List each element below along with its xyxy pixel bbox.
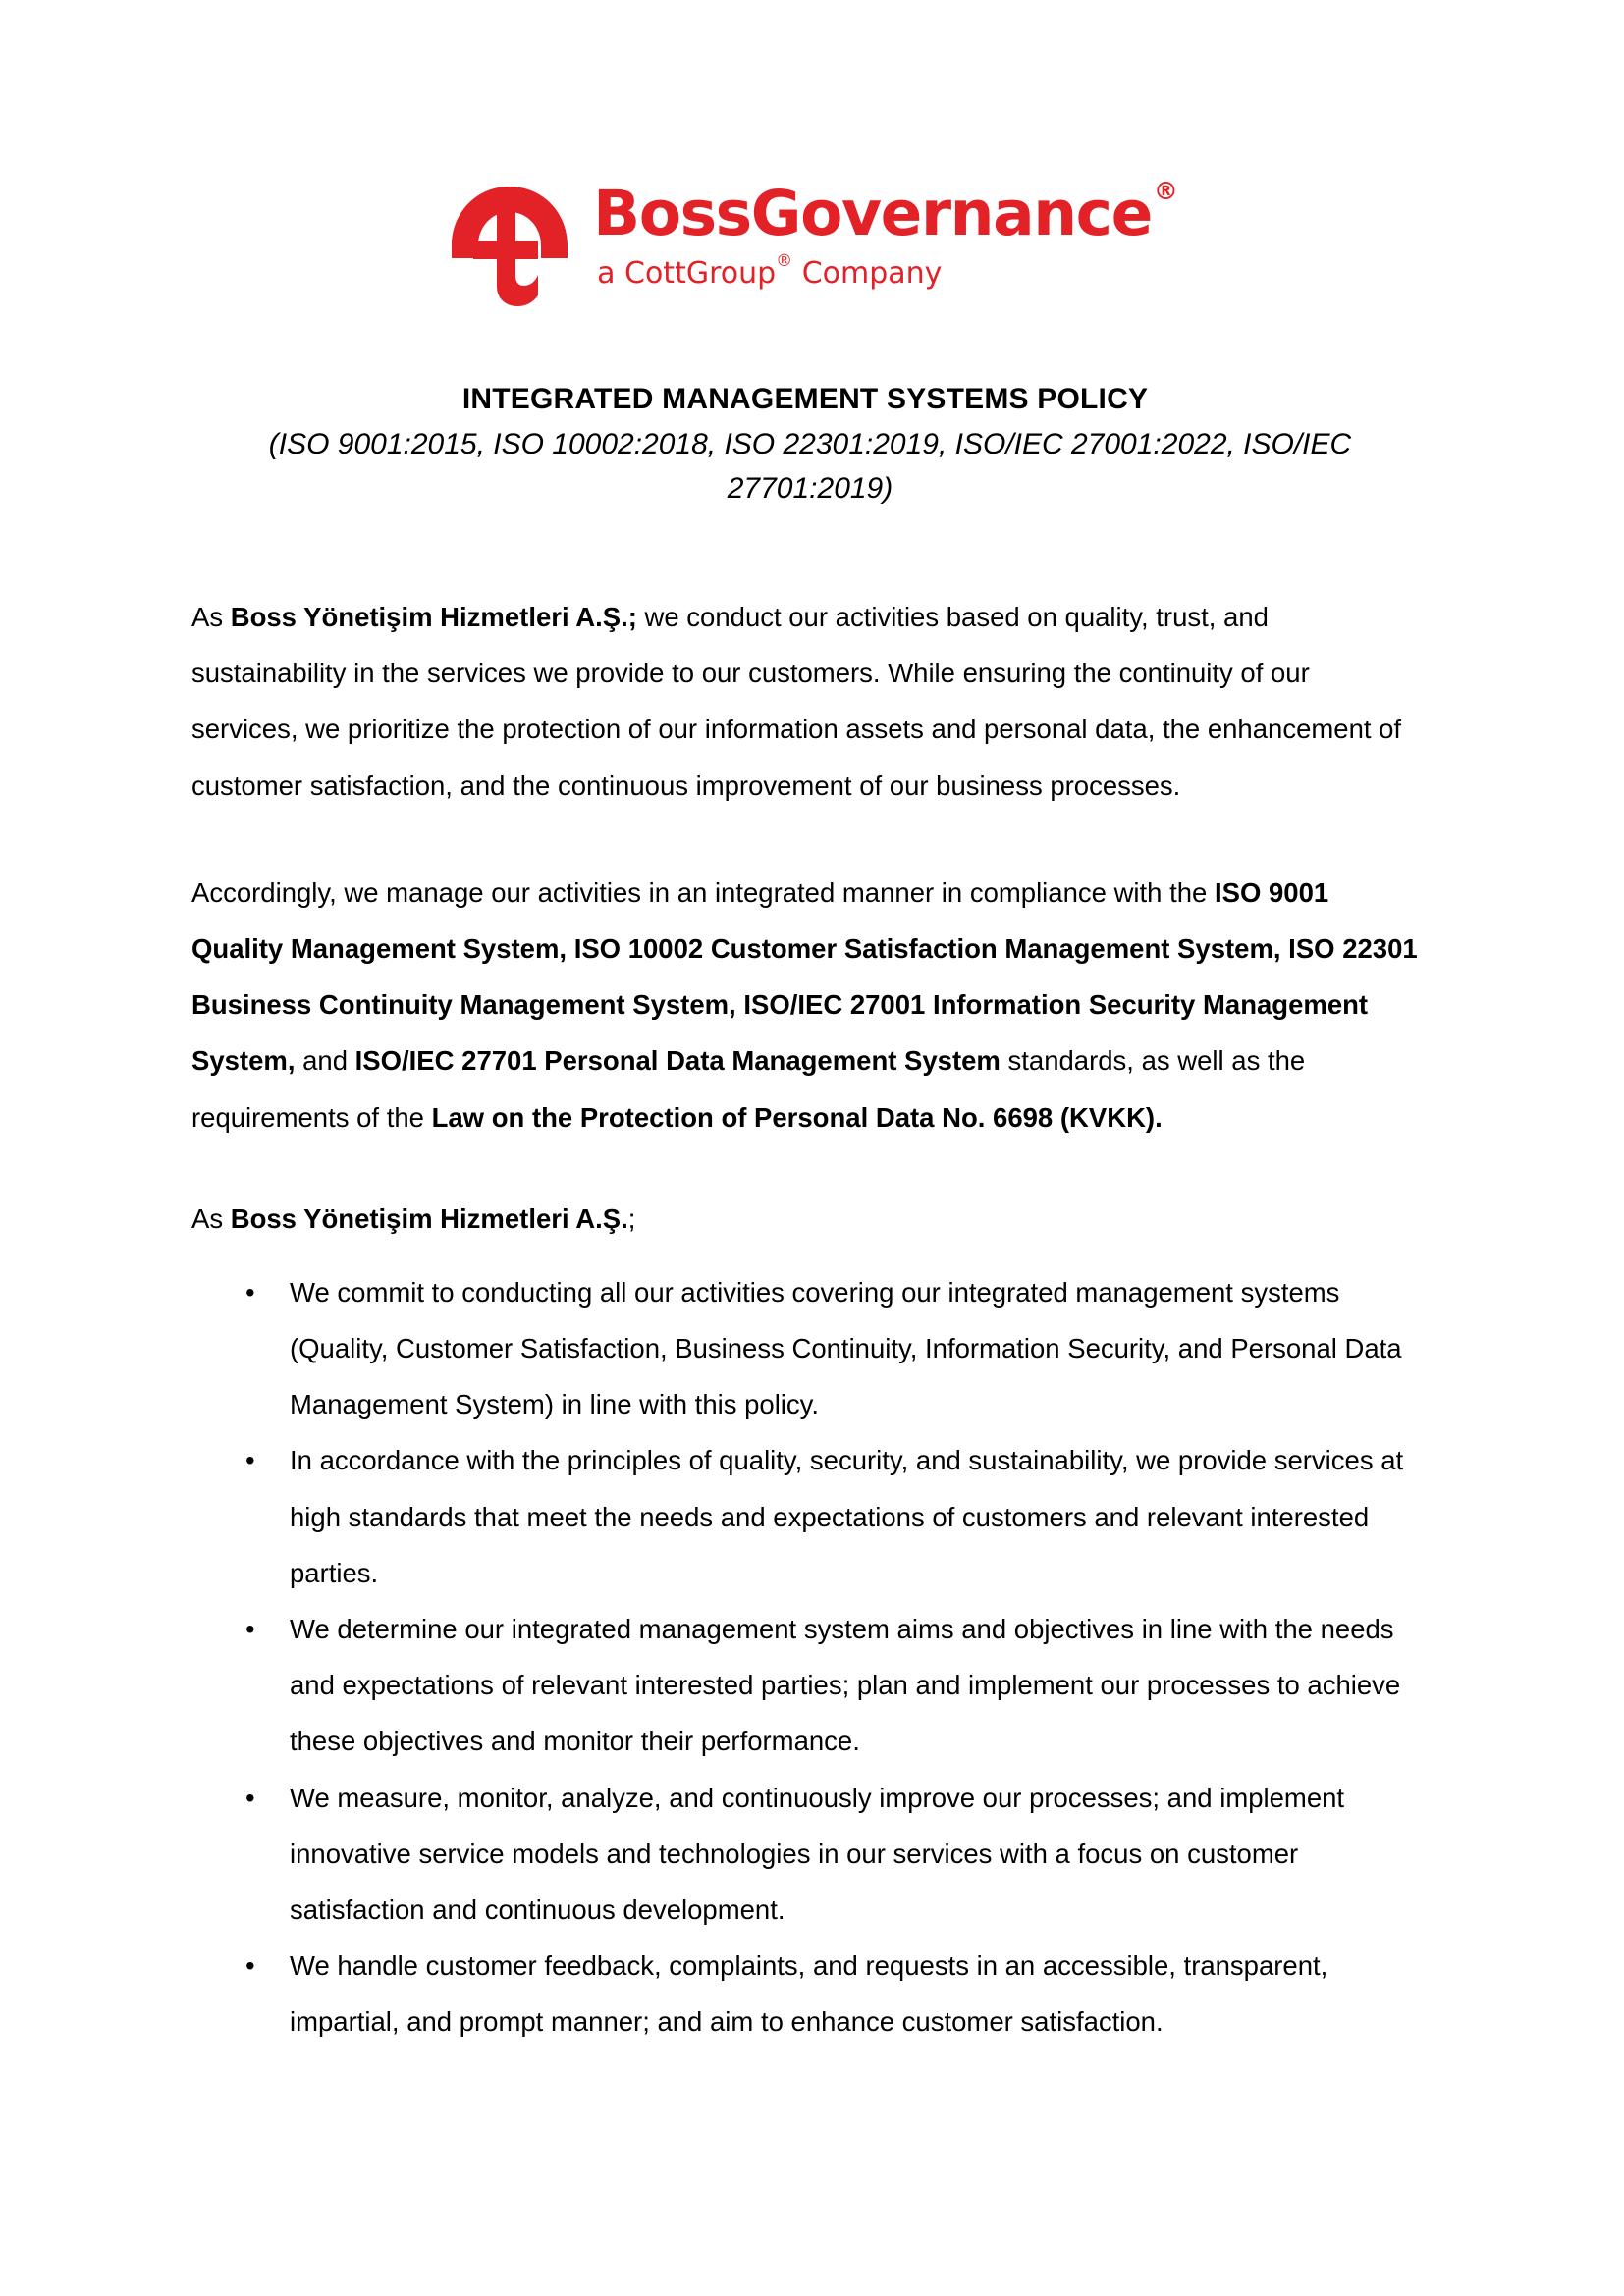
document-body [191, 589, 1421, 2051]
commitments-lead-in-suffix: ; [627, 1202, 636, 1234]
paragraph-intro-prefix: As [191, 602, 231, 632]
list-item-text: We handle customer feedback, complaints, and requests in an accessible, transparent, impartial, and prompt manner; and aim to enhance customer satisfaction. [290, 1950, 1328, 2038]
list-item [191, 1770, 1421, 1939]
commitments-lead-in-company: Boss Yönetişim Hizmetleri A.Ş. [230, 1202, 628, 1234]
brand-tagline [597, 251, 943, 291]
page-subtitle: (ISO 9001:2015, ISO 10002:2018, ISO 22301:2019, ISO/IEC 27001:2022, ISO/IEC 27701:2019) [268, 428, 1352, 505]
paragraph-standards-part1: Accordingly, we manage our activities in an integrated manner in compliance with the [191, 877, 1215, 908]
paragraph-standards-bold1: ISO 9001 Quality Management System, ISO 10002 Customer Satisfaction Management System, ISO 22301 Business Continuity Management System, ISO/IEC 27001 Information Security Management System, [191, 877, 1418, 1077]
company-logo [0, 165, 1624, 306]
list-item [191, 1601, 1421, 1770]
wordmark-column [593, 165, 1176, 291]
list-item [191, 1432, 1421, 1601]
paragraph-standards-bold2: ISO/IEC 27701 Personal Data Management System [354, 1045, 1001, 1077]
bullet-marker-icon: • [245, 1445, 255, 1476]
list-item-text: In accordance with the principles of quality, security, and sustainability, we provide services at high standards that meet the needs and expectations of customers and relevant interested parties. [290, 1445, 1404, 1588]
commitments-lead-in [191, 1191, 1421, 1247]
tagline-suffix: Company [801, 256, 943, 291]
paragraph-standards-part2: and [295, 1045, 355, 1077]
registered-trademark-icon: ® [1153, 177, 1178, 205]
bullet-marker-icon: • [245, 1782, 255, 1813]
list-item-text: We measure, monitor, analyze, and continuously improve our processes; and implement innovative service models and technologies in our services with a focus on customer satisfaction and continuous development. [290, 1782, 1345, 1925]
list-item [191, 1264, 1421, 1433]
brand-wordmark-text: BossGovernance [593, 178, 1152, 249]
paragraph-intro-rest: we conduct our activities based on quality, trust, and sustainability in the services we provide to our customers. While ensuring the continuity of our services, we prioritize the protection of our information assets and personal data, the enhancement of customer satisfaction, and the continuous improvement of our business processes. [191, 602, 1402, 801]
paragraph-standards [191, 865, 1421, 1146]
list-item-text: We determine our integrated management system aims and objectives in line with the needs and expectations of relevant interested parties; plan and implement our processes to achieve these objectives and monitor their performance. [290, 1614, 1401, 1757]
logo-row [448, 165, 1176, 306]
paragraph-standards-part3: standards, as well as the requirements of the [191, 1045, 1306, 1133]
list-item-text: We commit to conducting all our activities covering our integrated management systems (Quality, Customer Satisfaction, Business Continuity, Information Security, and Personal Data Management System) in line with this policy. [290, 1276, 1402, 1420]
list-item [191, 1938, 1421, 2050]
page-title: INTEGRATED MANAGEMENT SYSTEMS POLICY [461, 383, 1149, 415]
brand-wordmark [593, 165, 1178, 249]
umbrella-t-logo-icon [448, 181, 571, 306]
tagline-registered-icon: ® [776, 251, 793, 271]
commitments-list [191, 1264, 1421, 2051]
paragraph-intro [191, 589, 1421, 814]
commitments-lead-in-prefix: As [191, 1202, 231, 1234]
bullet-marker-icon: • [245, 1276, 255, 1308]
tagline-prefix: a CottGroup [597, 256, 777, 291]
bullet-marker-icon: • [245, 1950, 255, 1982]
bullet-marker-icon: • [245, 1614, 255, 1644]
paragraph-intro-company: Boss Yönetişim Hizmetleri A.Ş.; [230, 602, 637, 632]
paragraph-standards-law: Law on the Protection of Personal Data No. 6698 (KVKK). [431, 1101, 1163, 1133]
